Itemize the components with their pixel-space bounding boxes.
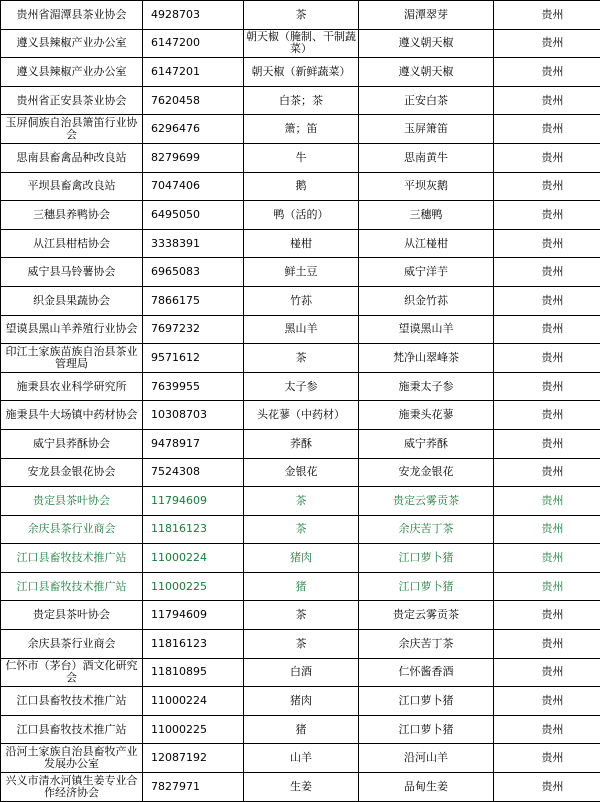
- table-row: [1, 487, 600, 516]
- trademark-name-cell: 遵义朝天椒: [359, 58, 494, 87]
- applicant-cell: 江口县畜牧技术推广站: [1, 687, 143, 716]
- product-cell: 山羊: [244, 744, 359, 773]
- table-row: [1, 1, 600, 30]
- registration-number-cell: 11794609: [143, 487, 244, 516]
- region-cell: 贵州: [494, 601, 600, 630]
- table-row: [1, 258, 600, 287]
- applicant-cell: 江口县畜牧技术推广站: [1, 544, 143, 573]
- applicant-cell: 思南县畜禽品种改良站: [1, 143, 143, 172]
- product-cell: 太子参: [244, 372, 359, 401]
- trademark-name-cell: 贵定云雾贡茶: [359, 601, 494, 630]
- registration-number-cell: 7639955: [143, 372, 244, 401]
- registration-number-cell: 6296476: [143, 115, 244, 144]
- product-cell: 茶: [244, 630, 359, 659]
- registration-number-cell: 7866175: [143, 286, 244, 315]
- applicant-cell: 安龙县金银花协会: [1, 458, 143, 487]
- trademark-name-cell: 三穗鸭: [359, 201, 494, 230]
- region-cell: 贵州: [494, 372, 600, 401]
- applicant-cell: 余庆县茶行业商会: [1, 630, 143, 659]
- table-row: [1, 229, 600, 258]
- registration-number-cell: 9571612: [143, 344, 244, 373]
- table-row: [1, 658, 600, 687]
- product-cell: 竹荪: [244, 286, 359, 315]
- product-cell: 鸭（活的）: [244, 201, 359, 230]
- applicant-cell: 沿河土家族自治县畜牧产业发展办公室: [1, 744, 143, 773]
- trademark-name-cell: 江口萝卜猪: [359, 687, 494, 716]
- table-row: [1, 315, 600, 344]
- registration-number-cell: 6495050: [143, 201, 244, 230]
- product-cell: 黑山羊: [244, 315, 359, 344]
- trademark-name-cell: 平坝灰鹅: [359, 172, 494, 201]
- region-cell: 贵州: [494, 544, 600, 573]
- region-cell: 贵州: [494, 515, 600, 544]
- region-cell: 贵州: [494, 630, 600, 659]
- product-cell: 朝天椒（腌制、干制蔬菜）: [244, 29, 359, 58]
- region-cell: 贵州: [494, 115, 600, 144]
- region-cell: 贵州: [494, 172, 600, 201]
- table-row: [1, 115, 600, 144]
- applicant-cell: 贵州省正安县茶业协会: [1, 86, 143, 115]
- registration-number-cell: 11816123: [143, 630, 244, 659]
- applicant-cell: 织金县果蔬协会: [1, 286, 143, 315]
- registration-number-cell: 4928703: [143, 1, 244, 30]
- trademark-name-cell: 玉屏箫笛: [359, 115, 494, 144]
- product-cell: 箫；笛: [244, 115, 359, 144]
- region-cell: 贵州: [494, 1, 600, 30]
- registration-number-cell: 9478917: [143, 429, 244, 458]
- registration-number-cell: 11000224: [143, 687, 244, 716]
- applicant-cell: 遵义县辣椒产业办公室: [1, 29, 143, 58]
- applicant-cell: 兴义市清水河镇生姜专业合作经济协会: [1, 773, 143, 802]
- applicant-cell: 施秉县农业科学研究所: [1, 372, 143, 401]
- table-row: [1, 544, 600, 573]
- registration-number-cell: 11810895: [143, 658, 244, 687]
- table-row: [1, 344, 600, 373]
- table-row: [1, 601, 600, 630]
- table-body: [1, 1, 600, 802]
- registration-number-cell: 7697232: [143, 315, 244, 344]
- trademark-name-cell: 余庆苦丁茶: [359, 630, 494, 659]
- region-cell: 贵州: [494, 715, 600, 744]
- region-cell: 贵州: [494, 86, 600, 115]
- registration-number-cell: 7047406: [143, 172, 244, 201]
- trademark-name-cell: 江口萝卜猪: [359, 572, 494, 601]
- region-cell: 贵州: [494, 344, 600, 373]
- table-row: [1, 58, 600, 87]
- region-cell: 贵州: [494, 487, 600, 516]
- trademark-name-cell: 梵净山翠峰茶: [359, 344, 494, 373]
- trademark-name-cell: 安龙金银花: [359, 458, 494, 487]
- table-row: [1, 429, 600, 458]
- registration-number-cell: 6147200: [143, 29, 244, 58]
- trademark-name-cell: 威宁洋芋: [359, 258, 494, 287]
- product-cell: 生姜: [244, 773, 359, 802]
- applicant-cell: 仁怀市（茅台）酒文化研究会: [1, 658, 143, 687]
- applicant-cell: 玉屏侗族自治县箫笛行业协会: [1, 115, 143, 144]
- applicant-cell: 平坝县畜禽改良站: [1, 172, 143, 201]
- region-cell: 贵州: [494, 687, 600, 716]
- trademark-name-cell: 贵定云雾贡茶: [359, 487, 494, 516]
- product-cell: 茶: [244, 515, 359, 544]
- trademark-name-cell: 品甸生姜: [359, 773, 494, 802]
- trademark-name-cell: 施秉头花蓼: [359, 401, 494, 430]
- product-cell: 朝天椒（新鲜蔬菜）: [244, 58, 359, 87]
- table-row: [1, 372, 600, 401]
- region-cell: 贵州: [494, 401, 600, 430]
- table-row: [1, 458, 600, 487]
- table-row: [1, 715, 600, 744]
- registration-number-cell: 11794609: [143, 601, 244, 630]
- table-row: [1, 687, 600, 716]
- table-row: [1, 286, 600, 315]
- table-row: [1, 29, 600, 58]
- registration-number-cell: 11000224: [143, 544, 244, 573]
- registration-number-cell: 11000225: [143, 572, 244, 601]
- product-cell: 椪柑: [244, 229, 359, 258]
- trademark-name-cell: 湄潭翠芽: [359, 1, 494, 30]
- trademark-name-cell: 思南黄牛: [359, 143, 494, 172]
- registration-number-cell: 6965083: [143, 258, 244, 287]
- trademark-name-cell: 遵义朝天椒: [359, 29, 494, 58]
- region-cell: 贵州: [494, 286, 600, 315]
- applicant-cell: 印江土家族苗族自治县茶业管理局: [1, 344, 143, 373]
- applicant-cell: 望谟县黑山羊养殖行业协会: [1, 315, 143, 344]
- applicant-cell: 贵定县茶叶协会: [1, 487, 143, 516]
- registration-number-cell: 7620458: [143, 86, 244, 115]
- region-cell: 贵州: [494, 572, 600, 601]
- region-cell: 贵州: [494, 58, 600, 87]
- trademark-name-cell: 正安白茶: [359, 86, 494, 115]
- registration-number-cell: 3338391: [143, 229, 244, 258]
- table-row: [1, 630, 600, 659]
- applicant-cell: 余庆县茶行业商会: [1, 515, 143, 544]
- applicant-cell: 贵定县茶叶协会: [1, 601, 143, 630]
- table-row: [1, 172, 600, 201]
- region-cell: 贵州: [494, 315, 600, 344]
- trademark-name-cell: 沿河山羊: [359, 744, 494, 773]
- product-cell: 头花蓼（中药材）: [244, 401, 359, 430]
- applicant-cell: 从江县柑桔协会: [1, 229, 143, 258]
- registration-number-cell: 7827971: [143, 773, 244, 802]
- product-cell: 猪肉: [244, 687, 359, 716]
- region-cell: 贵州: [494, 658, 600, 687]
- registration-number-cell: 11816123: [143, 515, 244, 544]
- region-cell: 贵州: [494, 773, 600, 802]
- table-row: [1, 515, 600, 544]
- trademark-name-cell: 仁怀酱香酒: [359, 658, 494, 687]
- region-cell: 贵州: [494, 458, 600, 487]
- trademark-name-cell: 江口萝卜猪: [359, 715, 494, 744]
- region-cell: 贵州: [494, 201, 600, 230]
- product-cell: 茶: [244, 601, 359, 630]
- applicant-cell: 贵州省湄潭县茶业协会: [1, 1, 143, 30]
- product-cell: 白茶；茶: [244, 86, 359, 115]
- registration-number-cell: 12087192: [143, 744, 244, 773]
- trademark-name-cell: 江口萝卜猪: [359, 544, 494, 573]
- table-row: [1, 86, 600, 115]
- applicant-cell: 遵义县辣椒产业办公室: [1, 58, 143, 87]
- registration-number-cell: 10308703: [143, 401, 244, 430]
- region-cell: 贵州: [494, 143, 600, 172]
- product-cell: 金银花: [244, 458, 359, 487]
- table-row: [1, 572, 600, 601]
- product-cell: 鹅: [244, 172, 359, 201]
- trademark-name-cell: 望谟黑山羊: [359, 315, 494, 344]
- registration-number-cell: 7524308: [143, 458, 244, 487]
- table-row: [1, 744, 600, 773]
- region-cell: 贵州: [494, 258, 600, 287]
- registration-number-cell: 11000225: [143, 715, 244, 744]
- registration-number-cell: 8279699: [143, 143, 244, 172]
- applicant-cell: 江口县畜牧技术推广站: [1, 572, 143, 601]
- trademark-name-cell: 织金竹荪: [359, 286, 494, 315]
- product-cell: 荞酥: [244, 429, 359, 458]
- region-cell: 贵州: [494, 744, 600, 773]
- table-row: [1, 401, 600, 430]
- applicant-cell: 威宁县马铃薯协会: [1, 258, 143, 287]
- applicant-cell: 三穗县养鸭协会: [1, 201, 143, 230]
- region-cell: 贵州: [494, 29, 600, 58]
- product-cell: 茶: [244, 487, 359, 516]
- trademark-name-cell: 余庆苦丁茶: [359, 515, 494, 544]
- product-cell: 牛: [244, 143, 359, 172]
- applicant-cell: 威宁县荞酥协会: [1, 429, 143, 458]
- applicant-cell: 江口县畜牧技术推广站: [1, 715, 143, 744]
- product-cell: 鲜土豆: [244, 258, 359, 287]
- trademark-name-cell: 施秉太子参: [359, 372, 494, 401]
- table-row: [1, 143, 600, 172]
- applicant-cell: 施秉县牛大场镇中药材协会: [1, 401, 143, 430]
- table-row: [1, 773, 600, 802]
- trademark-name-cell: 从江椪柑: [359, 229, 494, 258]
- product-cell: 猪肉: [244, 544, 359, 573]
- region-cell: 贵州: [494, 229, 600, 258]
- product-cell: 猪: [244, 715, 359, 744]
- trademark-name-cell: 威宁荞酥: [359, 429, 494, 458]
- product-cell: 猪: [244, 572, 359, 601]
- region-cell: 贵州: [494, 429, 600, 458]
- product-cell: 茶: [244, 344, 359, 373]
- table-row: [1, 201, 600, 230]
- product-cell: 茶: [244, 1, 359, 30]
- product-cell: 白酒: [244, 658, 359, 687]
- registration-number-cell: 6147201: [143, 58, 244, 87]
